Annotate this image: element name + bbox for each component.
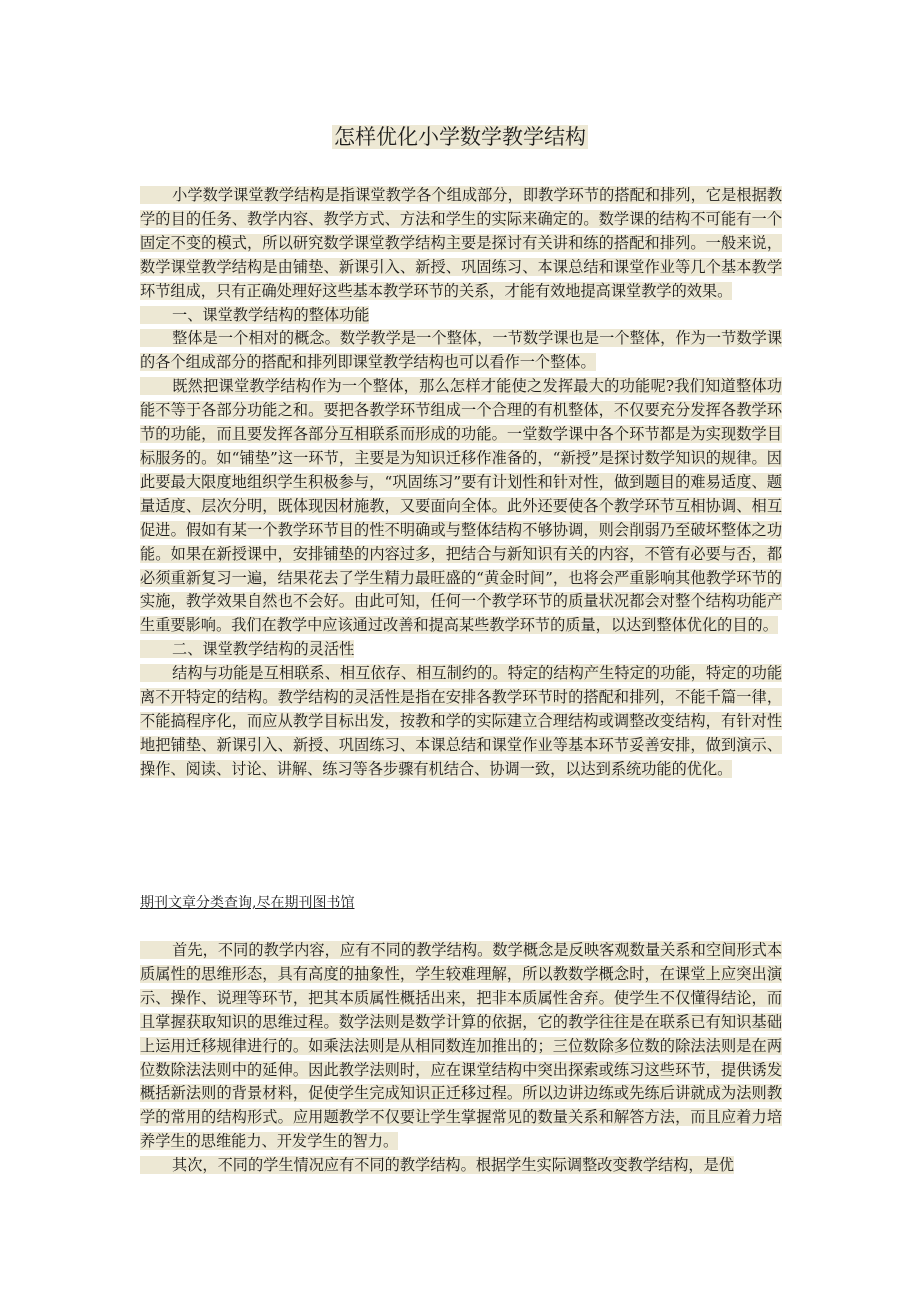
heading-flexibility: 二、课堂教学结构的灵活性 <box>140 638 782 662</box>
paragraph-different-students: 其次，不同的学生情况应有不同的教学结构。根据学生实际调整改变教学结构，是优 <box>140 1154 782 1178</box>
paragraph-structure-function: 结构与功能是互相联系、相互依存、相互制约的。特定的结构产生特定的功能，特定的功能离不开特定的结构。教学结构的灵活性是指在安排各教学环节时的搭配和排列，不能千篇一律，不能搞程序化，而应从教学目标出发，按教和学的实际建立合理结构或调整改变结构，有针对性地把铺垫、新课引入、新授、巩固练习、本课总结和课堂作业等基本环节妥善安排，做到演示、操作、阅读、讨论、讲解、练习等各步骤有机结合、协调一致，以达到系统功能的优化。 <box>140 664 782 778</box>
title-text: 怎样优化小学数学教学结构 <box>334 125 586 149</box>
document-title <box>0 122 920 152</box>
paragraph-maximize-function: 既然把课堂教学结构作为一个整体，那么怎样才能使之发挥最大的功能呢?我们知道整体功能不等于各部分功能之和。要把各教学环节组成一个合理的有机整体，不仅要充分发挥各教学环节的功能，而且要发挥各部分互相联系而形成的功能。一堂数学课中各个环节都是为实现数学目标服务的。如“铺垫”这一环节，主要是为知识迁移作准备的，“新授”是探讨数学知识的规律。因此要最大限度地组织学生积极参与，“巩固练习”要有计划性和针对性，做到题目的难易适度、题量适度、层次分明，既体现因材施教，又要面向全体。此外还要使各个教学环节互相协调、相互促进。假如有某一个教学环节目的性不明确或与整体结构不够协调，则会削弱乃至破坏整体之功能。如果在新授课中，安排铺垫的内容过多，把结合与新知识有关的内容，不管有必要与否，都必须重新复习一遍，结果花去了学生精力最旺盛的“黄金时间”，也将会严重影响其他教学环节的实施，教学效果自然也不会好。由此可知，任何一个教学环节的质量状况都会对整个结构功能产生重要影响。我们在教学中应该通过改善和提高某些教学环节的质量，以达到整体优化的目的。 <box>140 377 782 635</box>
intro-paragraph: 小学数学课堂教学结构是指课堂教学各个组成部分，即教学环节的搭配和排列，它是根据教学的目的任务、教学内容、教学方式、方法和学生的实际来确定的。数学课的结构不可能有一个固定不变的模式，所以研究数学课堂教学结构主要是探讨有关讲和练的搭配和排列。一般来说，数学课堂教学结构是由铺垫、新课引入、新授、巩固练习、本课总结和课堂作业等几个基本教学环节组成，只有正确处理好这些基本教学环节的关系，才能有效地提高课堂教学的效果。 <box>140 186 782 300</box>
heading-overall-function: 一、课堂教学结构的整体功能 <box>140 304 782 328</box>
paragraph-whole-concept: 整体是一个相对的概念。数学教学是一个整体，一节数学课也是一个整体，作为一节数学课的各个组成部分的搭配和排列即课堂教学结构也可以看作一个整体。 <box>140 329 782 372</box>
section-1 <box>140 184 782 782</box>
section-2 <box>140 939 782 1178</box>
paragraph-different-content: 首先，不同的教学内容，应有不同的教学结构。数学概念是反映客观数量关系和空间形式本质属性的思维形态，具有高度的抽象性，学生较难理解，所以教数学概念时，在课堂上应突出演示、操作、说理等环节，把其本质属性概括出来，把非本质属性舍弃。使学生不仅懂得结论，而且掌握获取知识的思维过程。数学法则是数学计算的依据，它的教学往往是在联系已有知识基础上运用迁移规律进行的。如乘法法则是从相同数连加推出的；三位数除多位数的除法法则是在两位数除法法则中的延伸。因此教学法则时，应在课堂结构中突出探索或练习这些环节，提供诱发概括新法则的背景材料，促使学生完成知识正迁移过程。所以边讲边练或先练后讲就成为法则教学的常用的结构形式。应用题教学不仅要让学生掌握常见的数量关系和解答方法，而且应着力培养学生的思维能力、开发学生的智力。 <box>140 941 782 1151</box>
journal-library-link[interactable]: 期刊文章分类查询,尽在期刊图书馆 <box>140 895 355 911</box>
